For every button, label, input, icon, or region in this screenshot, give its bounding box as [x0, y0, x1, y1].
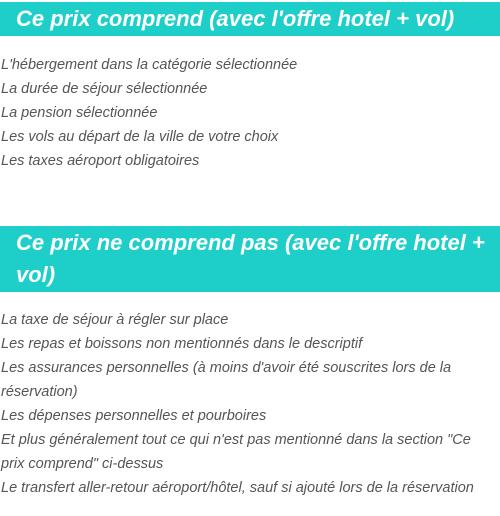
- excluded-item: Le transfert aller-retour aéroport/hôtel, sauf si ajouté lors de la réservation: [1, 480, 474, 496]
- excluded-item: Les assurances personnelles (à moins d'avoir été souscrites lors de la réservation): [1, 360, 452, 400]
- excluded-item: Les repas et boissons non mentionnés dans le descriptif: [1, 336, 363, 352]
- excluded-item: La taxe de séjour à régler sur place: [1, 312, 229, 328]
- included-item: L'hébergement dans la catégorie sélectionnée: [1, 57, 298, 73]
- included-items-list: [0, 53, 500, 173]
- included-item: Les vols au départ de la ville de votre choix: [1, 129, 279, 145]
- excluded-items-list: [0, 308, 500, 500]
- excluded-section-title: Ce prix ne comprend pas (avec l'offre hotel + vol): [0, 226, 500, 292]
- included-item: Les taxes aéroport obligatoires: [1, 153, 200, 169]
- excluded-item: Les dépenses personnelles et pourboires: [1, 408, 267, 424]
- included-item: La pension sélectionnée: [1, 105, 158, 121]
- included-section-title: Ce prix comprend (avec l'offre hotel + vol): [0, 2, 500, 36]
- included-item: La durée de séjour sélectionnée: [1, 81, 208, 97]
- excluded-item: Et plus généralement tout ce qui n'est pas mentionné dans la section "Ce prix comprend" ci-dessus: [1, 432, 471, 472]
